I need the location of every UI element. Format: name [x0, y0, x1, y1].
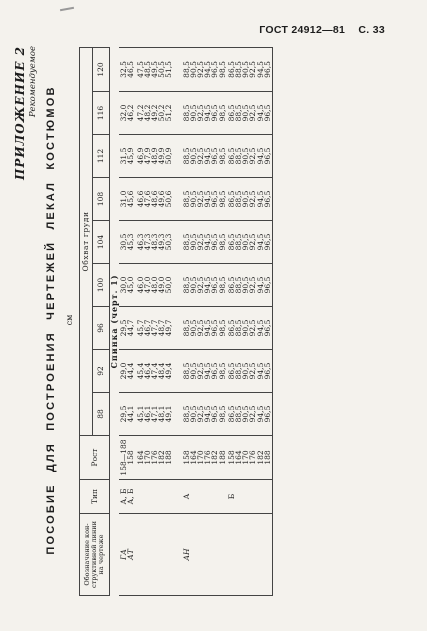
- table-row: [119, 47, 135, 595]
- table-row: [136, 47, 174, 595]
- table-cell: ГА АТ: [119, 514, 135, 596]
- table-cell: 46,0 47,0 48,0 49,0 50,0: [136, 264, 174, 307]
- table-cell: 86,5 88,5 90,5 92,5 94,5 96,5: [227, 178, 273, 221]
- table-cell: 30,0 45,0: [119, 264, 135, 307]
- standard-code: ГОСТ 24912—81: [259, 24, 346, 36]
- table-cell: 29,5 44,7: [119, 307, 135, 350]
- table-cell: 29,5 44,1: [119, 393, 135, 436]
- col-designation: Обозначение кон-структивной линии на чертеже: [80, 514, 110, 596]
- table-cell: 88,5 90,5 92,5 94,5 96,5 98,5: [182, 264, 227, 307]
- table-cell: 46,9 47,9 48,9 49,9 50,9: [136, 135, 174, 178]
- table-cell: Б: [227, 480, 273, 514]
- table-cell: 88,5 90,5 92,5 94,5 96,5 98,5: [182, 221, 227, 264]
- table-cell: 86,5 88,5 90,5 92,5 94,5 96,5: [227, 92, 273, 135]
- table-cell: А: [182, 480, 227, 514]
- table-cell: 45,4 46,4 47,4 48,4 49,4: [136, 350, 174, 393]
- table-cell: 86,5 88,5 90,5 92,5 94,5 96,5: [227, 264, 273, 307]
- row-gap: [174, 47, 182, 595]
- col-size: 92: [93, 350, 110, 393]
- table-cell: 29,0 44,4: [119, 350, 135, 393]
- table-cell: [136, 480, 174, 514]
- section-title: Спинка (черт. 1): [109, 274, 119, 369]
- document-title: ПОСОБИЕ ДЛЯ ПОСТРОЕНИЯ ЧЕРТЕЖЕЙ ЛЕКАЛ КОСТЮМОВ: [45, 85, 57, 555]
- table-cell: А, Б А, Б: [119, 480, 135, 514]
- table-cell: АН: [182, 514, 227, 596]
- table-row: [182, 47, 227, 595]
- table-cell: 46,6 47,6 48,6 49,6 50,6: [136, 178, 174, 221]
- table-cell: 32,5 46,5: [119, 47, 135, 91]
- table-cell: 86,5 88,5 90,5 92,5 94,5 96,5: [227, 221, 273, 264]
- table-cell: 88,5 90,5 92,5 94,5 96,5 98,5: [182, 47, 227, 91]
- appendix-subtitle: Рекомендуемое: [28, 46, 38, 118]
- table-cell: [136, 514, 174, 596]
- table-cell: 86,5 88,5 90,5 92,5 94,5 96,5: [227, 393, 273, 436]
- page-number: С. 33: [358, 24, 385, 36]
- table-cell: 31,0 45,6: [119, 178, 135, 221]
- col-size: 116: [93, 92, 110, 135]
- col-height: Рост: [80, 436, 110, 480]
- table-cell: 30,5 45,3: [119, 221, 135, 264]
- table-cell: 31,5 45,9: [119, 135, 135, 178]
- header-row-1: [80, 47, 93, 595]
- table-cell: 46,3 47,3 48,3 49,3 50,3: [136, 221, 174, 264]
- appendix-label: [13, 46, 38, 180]
- unit-label: см: [65, 314, 74, 326]
- table-cell: 86,5 88,5 90,5 92,5 94,5 96,5: [227, 307, 273, 350]
- rotated-content: [13, 40, 413, 600]
- table-cell: 47,2 48,2 49,2 50,2 51,2: [136, 92, 174, 135]
- table-cell: 158—188 158: [119, 436, 135, 480]
- col-size: 96: [93, 307, 110, 350]
- page-header: [259, 24, 385, 36]
- table-cell: 88,5 90,5 92,5 94,5 96,5 98,5: [182, 393, 227, 436]
- appendix-title: ПРИЛОЖЕНИЕ 2: [13, 46, 27, 181]
- col-type: Тип: [80, 480, 110, 514]
- table-cell: 86,5 88,5 90,5 92,5 94,5 96,5: [227, 135, 273, 178]
- table-cell: [227, 514, 273, 596]
- table-cell: 164 170 176 182 188: [136, 436, 174, 480]
- table-cell: 88,5 90,5 92,5 94,5 96,5 98,5: [182, 178, 227, 221]
- col-size: 120: [93, 47, 110, 91]
- table-cell: 45,1 46,1 47,1 48,1 49,1: [136, 393, 174, 436]
- table-row: [227, 47, 273, 595]
- col-size: 112: [93, 135, 110, 178]
- col-size: 100: [93, 264, 110, 307]
- table-cell: 158 164 170 176 182 188: [182, 436, 227, 480]
- col-size: 108: [93, 178, 110, 221]
- table-cell: 158 164 170 176 182 188: [227, 436, 273, 480]
- table-cell: 86,5 88,5 90,5 92,5 94,5 96,5: [227, 47, 273, 91]
- table-cell: 88,5 90,5 92,5 94,5 96,5 98,5: [182, 307, 227, 350]
- measurements-table: [79, 47, 273, 596]
- section-row: [110, 47, 120, 595]
- table-cell: 32,0 46,2: [119, 92, 135, 135]
- col-size: 104: [93, 221, 110, 264]
- table-cell: 86,5 88,5 90,5 92,5 94,5 96,5: [227, 350, 273, 393]
- table-body: [110, 47, 273, 595]
- table-cell: 88,5 90,5 92,5 94,5 96,5 98,5: [182, 350, 227, 393]
- col-size: 88: [93, 393, 110, 436]
- table-cell: 45,7 46,7 47,7 48,7 49,7: [136, 307, 174, 350]
- table-cell: 88,5 90,5 92,5 94,5 96,5 98,5: [182, 92, 227, 135]
- table-cell: 47,5 48,5 49,5 50,5 51,5: [136, 47, 174, 91]
- col-girth-group: Обхват груди: [80, 47, 93, 435]
- scan-mark: [60, 7, 74, 11]
- table-cell: 88,5 90,5 92,5 94,5 96,5 98,5: [182, 135, 227, 178]
